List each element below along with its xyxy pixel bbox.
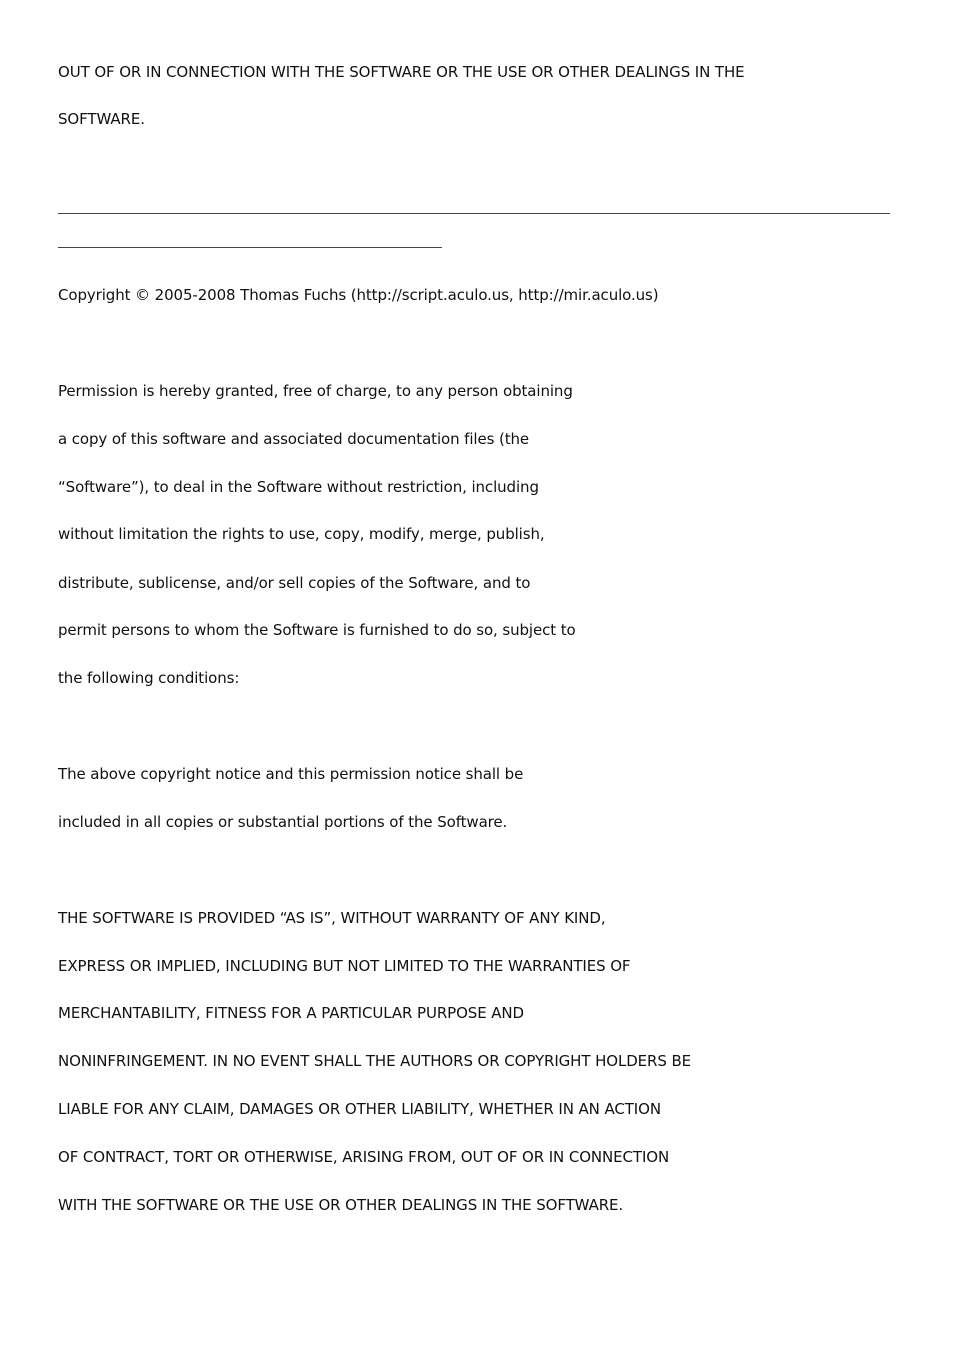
warranty-line: LIABLE FOR ANY CLAIM, DAMAGES OR OTHER LIABILITY, WHETHER IN AN ACTION [58, 1100, 661, 1118]
permission-line: distribute, sublicense, and/or sell copies of the Software, and to [58, 574, 531, 592]
permission-line: a copy of this software and associated documentation files (the [58, 430, 530, 448]
permission-line: permit persons to whom the Software is furnished to do so, subject to [58, 621, 576, 639]
permission-line: without limitation the rights to use, copy, modify, merge, publish, [58, 525, 545, 543]
section-divider-short [58, 247, 442, 248]
copyright-line: Copyright © 2005-2008 Thomas Fuchs (http://script.aculo.us, http://mir.aculo.us) [58, 286, 659, 304]
intro-line: OUT OF OR IN CONNECTION WITH THE SOFTWARE OR THE USE OR OTHER DEALINGS IN THE [58, 63, 745, 81]
notice-line: included in all copies or substantial portions of the Software. [58, 813, 508, 831]
warranty-line: OF CONTRACT, TORT OR OTHERWISE, ARISING FROM, OUT OF OR IN CONNECTION [58, 1148, 670, 1166]
permission-line: the following conditions: [58, 669, 240, 687]
notice-line: The above copyright notice and this permission notice shall be [58, 765, 524, 783]
warranty-line: MERCHANTABILITY, FITNESS FOR A PARTICULAR PURPOSE AND [58, 1004, 524, 1022]
warranty-line: NONINFRINGEMENT. IN NO EVENT SHALL THE AUTHORS OR COPYRIGHT HOLDERS BE [58, 1052, 692, 1070]
warranty-line: EXPRESS OR IMPLIED, INCLUDING BUT NOT LIMITED TO THE WARRANTIES OF [58, 957, 631, 975]
section-divider [58, 213, 890, 214]
intro-line: SOFTWARE. [58, 110, 145, 128]
permission-line: “Software”), to deal in the Software without restriction, including [58, 478, 539, 496]
warranty-line: THE SOFTWARE IS PROVIDED “AS IS”, WITHOUT WARRANTY OF ANY KIND, [58, 909, 606, 927]
permission-line: Permission is hereby granted, free of charge, to any person obtaining [58, 382, 573, 400]
warranty-line: WITH THE SOFTWARE OR THE USE OR OTHER DEALINGS IN THE SOFTWARE. [58, 1196, 624, 1214]
